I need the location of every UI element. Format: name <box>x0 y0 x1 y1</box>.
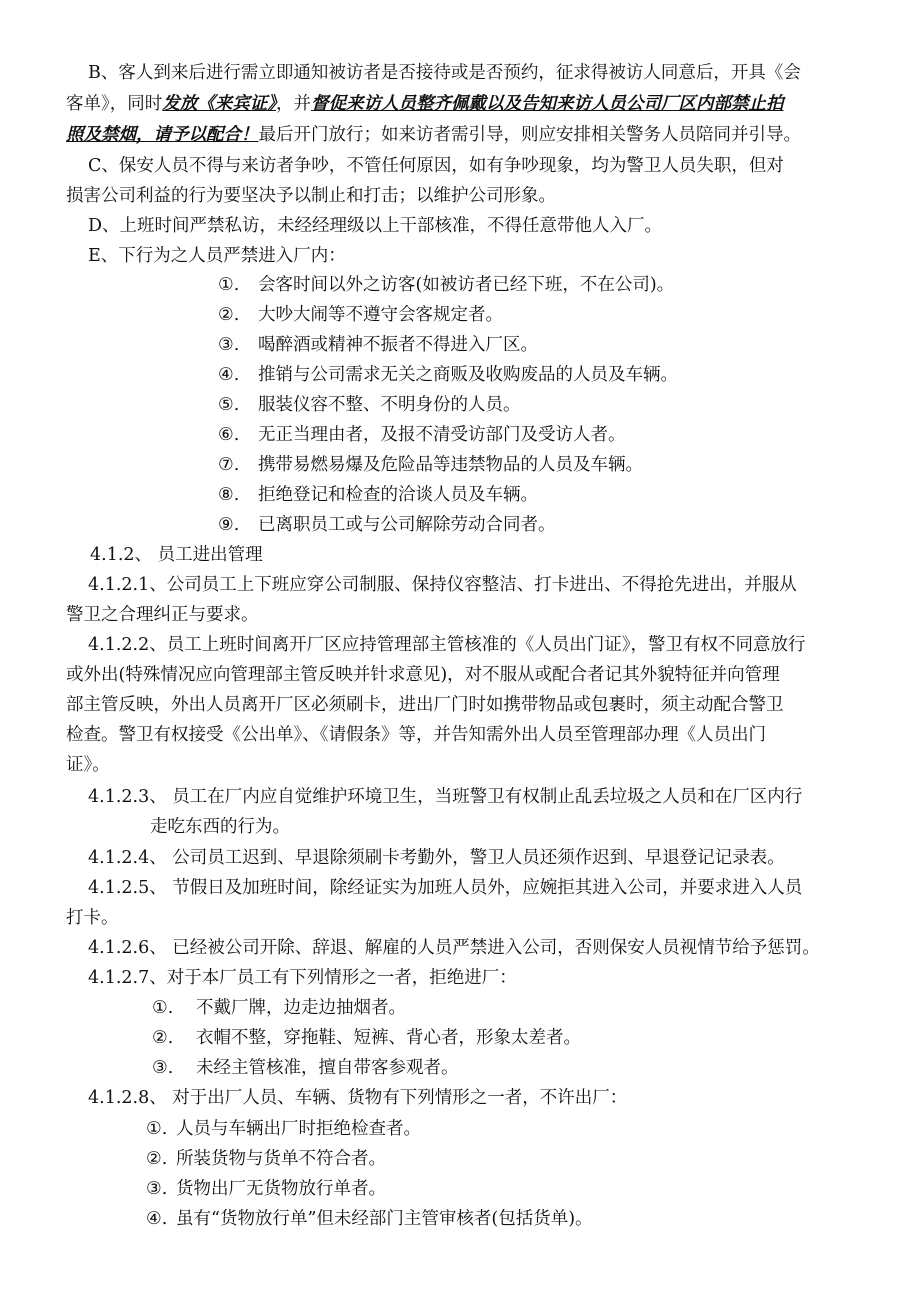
paragraph-b-text: 最后开门放行；如来访者需引导，则应安排相关警务人员陪同并引导。 <box>258 125 801 145</box>
emphasis-visitor-pass: 发放《来宾证》 <box>162 94 276 114</box>
list-text: 不戴厂牌，边走边抽烟者。 <box>196 998 406 1018</box>
list-text: 喝醉酒或精神不振者不得进入厂区。 <box>258 335 538 355</box>
list-number: ⑧. <box>218 485 240 505</box>
list-text: 虽有“货物放行单”但未经部门主管审核者(包括货单)。 <box>176 1209 593 1229</box>
list-item <box>146 1174 386 1204</box>
list-text: 未经主管核准，擅自带客参观者。 <box>196 1058 459 1078</box>
list-number: ⑨. <box>218 515 240 535</box>
list-item <box>218 480 538 510</box>
paragraph-b-line1: B、客人到来后进行需立即通知被访者是否接待或是否预约，征求得被访人同意后，开具《会 <box>88 63 801 83</box>
paragraph-b-text: 客单》，同时 <box>66 94 163 114</box>
s4123-line2: 走吃东西的行为。 <box>150 817 290 837</box>
s4121-line2: 警卫之合理纠正与要求。 <box>66 605 259 625</box>
list-number: ②. <box>152 1028 174 1048</box>
s4128: 4.1.2.8、 对于出厂人员、车辆、货物有下列情形之一者，不许出厂： <box>88 1088 628 1108</box>
paragraph-d: D、上班时间严禁私访，未经经理级以上干部核准，不得任意带他人入厂。 <box>88 216 663 236</box>
list-text: 推销与公司需求无关之商贩及收购废品的人员及车辆。 <box>258 365 678 385</box>
list-text: 所装货物与货单不符合者。 <box>176 1149 386 1169</box>
s4121-line1: 4.1.2.1、公司员工上下班应穿公司制服、保持仪容整洁、打卡进出、不得抢先进出，并服从 <box>88 575 797 595</box>
list-number: ④. <box>218 365 240 385</box>
list-item <box>146 1114 421 1144</box>
list-text: 拒绝登记和检查的洽谈人员及车辆。 <box>258 485 538 505</box>
list-item <box>218 330 538 360</box>
paragraph-c-line2: 损害公司利益的行为要坚决予以制止和打击；以维护公司形象。 <box>66 186 556 206</box>
section-heading-412: 4.1.2、 员工进出管理 <box>90 545 263 565</box>
s4125-line2: 打卡。 <box>66 908 119 928</box>
paragraph-b-text: ，并 <box>276 94 311 114</box>
list-item <box>218 270 674 300</box>
list-text: 会客时间以外之访客(如被访者已经下班，不在公司)。 <box>258 275 675 295</box>
s4122-line1: 4.1.2.2、员工上班时间离开厂区应持管理部主管核准的《人员出门证》，警卫有权不同意放行 <box>88 635 806 655</box>
list-text: 携带易燃易爆及危险品等违禁物品的人员及车辆。 <box>258 455 643 475</box>
list-text: 人员与车辆出厂时拒绝检查者。 <box>176 1119 421 1139</box>
paragraph-b-line2 <box>66 89 784 119</box>
s4123-line1: 4.1.2.3、 员工在厂内应自觉维护环境卫生，当班警卫有权制止乱丢垃圾之人员和在厂区内行 <box>88 787 803 807</box>
s4127: 4.1.2.7、对于本厂员工有下列情形之一者，拒绝进厂： <box>88 968 517 988</box>
s4122-line3: 部主管反映，外出人员离开厂区必须刷卡，进出厂门时如携带物品或包裹时，须主动配合警卫 <box>66 695 784 715</box>
list-number: ④. <box>146 1209 168 1229</box>
list-item <box>152 1053 459 1083</box>
list-number: ①. <box>152 998 174 1018</box>
list-number: ①. <box>146 1119 168 1139</box>
emphasis-no-photo-no-smoking: 照及禁烟，请予以配合！ <box>66 125 259 145</box>
list-number: ③. <box>152 1058 174 1078</box>
list-item <box>218 510 556 540</box>
s4125-line1: 4.1.2.5、 节假日及加班时间，除经证实为加班人员外，应婉拒其进入公司，并要求进入人员 <box>88 878 803 898</box>
list-number: ①. <box>218 275 240 295</box>
list-item <box>218 360 678 390</box>
list-number: ③. <box>146 1179 168 1199</box>
list-number: ③. <box>218 335 240 355</box>
s4124: 4.1.2.4、 公司员工迟到、早退除须刷卡考勤外，警卫人员还须作迟到、早退登记记录表。 <box>88 848 785 868</box>
list-item <box>146 1204 593 1234</box>
list-text: 已离职员工或与公司解除劳动合同者。 <box>258 515 556 535</box>
list-item <box>218 390 521 420</box>
list-item <box>146 1144 386 1174</box>
paragraph-c-line1: C、保安人员不得与来访者争吵，不管任何原因，如有争吵现象，均为警卫人员失职，但对 <box>88 156 784 176</box>
s4122-line2: 或外出(特殊情况应向管理部主管反映并针求意见)，对不服从或配合者记其外貌特征并向管理 <box>66 665 780 685</box>
list-item <box>152 1023 581 1053</box>
s4122-line4: 检查。警卫有权接受《公出单》、《请假条》等，并告知需外出人员至管理部办理《人员出门 <box>66 725 766 745</box>
list-item <box>218 450 643 480</box>
list-number: ⑥. <box>218 425 240 445</box>
paragraph-e: E、下行为之人员严禁进入厂内： <box>88 246 346 266</box>
list-number: ⑦. <box>218 455 240 475</box>
list-text: 衣帽不整，穿拖鞋、短裤、背心者，形象太差者。 <box>196 1028 581 1048</box>
list-item <box>152 993 406 1023</box>
list-number: ②. <box>218 305 240 325</box>
list-text: 无正当理由者，及报不清受访部门及受访人者。 <box>258 425 626 445</box>
list-text: 货物出厂无货物放行单者。 <box>176 1179 386 1199</box>
list-item <box>218 420 626 450</box>
s4122-line5: 证》。 <box>66 755 110 775</box>
list-number: ⑤. <box>218 395 240 415</box>
paragraph-b-line3 <box>66 120 801 150</box>
list-text: 服装仪容不整、不明身份的人员。 <box>258 395 521 415</box>
list-item <box>218 300 503 330</box>
s4126: 4.1.2.6、 已经被公司开除、辞退、解雇的人员严禁进入公司，否则保安人员视情节给予惩罚。 <box>88 938 820 958</box>
list-text: 大吵大闹等不遵守会客规定者。 <box>258 305 503 325</box>
list-number: ②. <box>146 1149 168 1169</box>
emphasis-wear-badge-notice: 督促来访人员整齐佩戴以及告知来访人员公司厂区内部禁止拍 <box>311 94 784 114</box>
